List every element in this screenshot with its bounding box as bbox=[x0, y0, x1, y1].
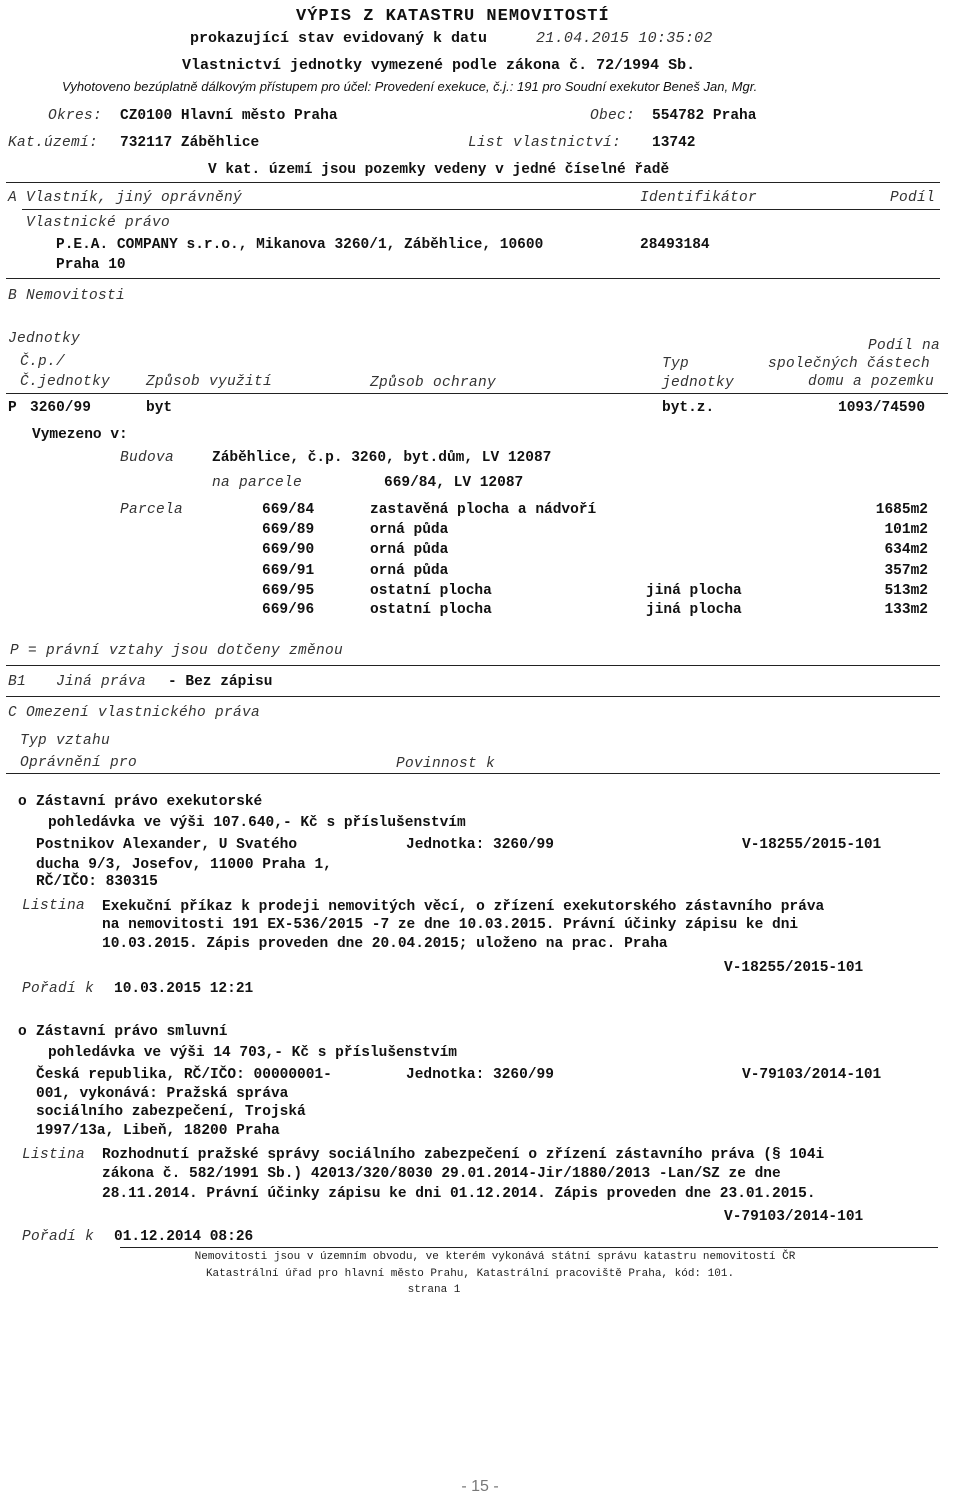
parcel-use: jiná plocha bbox=[646, 583, 742, 599]
parcel-number: 669/84 bbox=[262, 502, 315, 518]
bullet: o bbox=[18, 794, 27, 810]
parcel-area: 357m2 bbox=[884, 563, 928, 579]
parcel-kind: orná půda bbox=[370, 522, 449, 538]
document-title: VÝPIS Z KATASTRU NEMOVITOSTÍ bbox=[296, 7, 610, 26]
entry-duty: Jednotka: 3260/99 bbox=[406, 1067, 554, 1083]
parcel-area: 634m2 bbox=[884, 542, 928, 558]
divider bbox=[6, 773, 940, 774]
listina-label: Listina bbox=[22, 1147, 86, 1163]
entry-title: Zástavní právo smluvní bbox=[36, 1024, 228, 1040]
list-value: 13742 bbox=[652, 135, 696, 151]
entry-party: sociálního zabezpečení, Trojská bbox=[36, 1104, 306, 1120]
on-parcel-label: na parcele bbox=[212, 475, 303, 491]
bullet: o bbox=[18, 1024, 27, 1040]
col-duty: Povinnost k bbox=[396, 756, 496, 772]
col-share-3: domu a pozemku bbox=[808, 374, 935, 390]
section-b1-label: Jiná práva bbox=[56, 674, 147, 690]
parcel-kind: ostatní plocha bbox=[370, 602, 492, 618]
col-share-2: společných částech bbox=[768, 356, 931, 372]
parcel-number: 669/91 bbox=[262, 563, 315, 579]
entry-title: Zástavní právo exekutorské bbox=[36, 794, 263, 810]
owner-line-2: Praha 10 bbox=[56, 257, 126, 273]
entry-party: ducha 9/3, Josefov, 11000 Praha 1, bbox=[36, 857, 332, 873]
okres-label: Okres: bbox=[48, 108, 103, 124]
entry-party: 001, vykonává: Pražská správa bbox=[36, 1086, 289, 1102]
col-share-1: Podíl na bbox=[868, 338, 941, 354]
listina-ref: V-79103/2014-101 bbox=[724, 1209, 864, 1225]
parcel-area: 513m2 bbox=[884, 583, 928, 599]
entry-claim: pohledávka ve výši 107.640,- Kč s příslušenstvím bbox=[48, 815, 466, 831]
col-protection: Způsob ochrany bbox=[370, 375, 497, 391]
divider bbox=[6, 696, 940, 697]
entry-claim: pohledávka ve výši 14 703,- Kč s příslušenstvím bbox=[48, 1045, 457, 1061]
listina-text: na nemovitosti 191 EX-536/2015 -7 ze dne 10.03.2015. Právní účinky zápisu ke dni bbox=[102, 917, 799, 933]
cadastre-note: V kat. území jsou pozemky vedeny v jedné číselné řadě bbox=[208, 162, 670, 178]
units-label: Jednotky bbox=[8, 331, 81, 347]
parcel-number: 669/95 bbox=[262, 583, 315, 599]
listina-text: zákona č. 582/1991 Sb.) 42013/320/8030 29.01.2014-Jir/1880/2013 -Lan/SZ ze dne bbox=[102, 1166, 781, 1182]
right-type: Vlastnické právo bbox=[26, 215, 171, 231]
obec-label: Obec: bbox=[590, 108, 636, 124]
parcel-area: 133m2 bbox=[884, 602, 928, 618]
subtitle-prefix: prokazující stav evidovaný k datu bbox=[190, 30, 488, 47]
defined-label: Vymezeno v: bbox=[32, 427, 128, 443]
parcel-kind: zastavěná plocha a nádvoří bbox=[370, 502, 597, 518]
law-line: Vlastnictví jednotky vymezené podle zákona č. 72/1994 Sb. bbox=[182, 57, 696, 74]
parcel-number: 669/96 bbox=[262, 602, 315, 618]
page-number: - 15 - bbox=[461, 1478, 499, 1495]
parcel-kind: orná půda bbox=[370, 563, 449, 579]
divider bbox=[6, 278, 940, 279]
order-value: 01.12.2014 08:26 bbox=[114, 1229, 254, 1245]
divider bbox=[6, 182, 940, 183]
entry-party: RČ/IČO: 830315 bbox=[36, 874, 158, 890]
unit-number: 3260/99 bbox=[30, 400, 91, 416]
divider bbox=[6, 665, 940, 666]
entry-ref: V-18255/2015-101 bbox=[742, 837, 882, 853]
col-share: Podíl bbox=[890, 190, 936, 206]
order-label: Pořadí k bbox=[22, 1229, 95, 1245]
col-entitled-for: Oprávnění pro bbox=[20, 755, 138, 771]
list-label: List vlastnictví: bbox=[468, 135, 622, 151]
unit-type: byt.z. bbox=[662, 400, 715, 416]
col-relation-type: Typ vztahu bbox=[20, 733, 111, 749]
col-type-2: jednotky bbox=[662, 375, 735, 391]
col-identifier: Identifikátor bbox=[640, 190, 758, 206]
building-value: Záběhlice, č.p. 3260, byt.dům, LV 12087 bbox=[212, 450, 552, 466]
order-value: 10.03.2015 12:21 bbox=[114, 981, 254, 997]
col-unit: Č.jednotky bbox=[20, 374, 111, 390]
unit-flag: P bbox=[8, 400, 17, 416]
footer-line-3: strana 1 bbox=[407, 1284, 461, 1296]
parcel-kind: orná půda bbox=[370, 542, 449, 558]
col-type-1: Typ bbox=[662, 356, 690, 372]
produced-line: Vyhotoveno bezúplatně dálkovým přístupem pro účel: Provedení exekuce, č.j.: 191 pro Soudní exekutor Beneš Jan, Mgr. bbox=[62, 79, 758, 94]
entry-party: 1997/13a, Libeň, 18200 Praha bbox=[36, 1123, 280, 1139]
owner-id: 28493184 bbox=[640, 237, 710, 253]
subtitle-date: 21.04.2015 10:35:02 bbox=[536, 30, 713, 47]
listina-text: Exekuční příkaz k prodeji nemovitých věcí, o zřízení exekutorského zástavního práva bbox=[102, 899, 825, 915]
divider bbox=[6, 393, 948, 394]
kat-value: 732117 Záběhlice bbox=[120, 135, 260, 151]
parcel-label: Parcela bbox=[120, 502, 184, 518]
p-note: P = právní vztahy jsou dotčeny změnou bbox=[10, 643, 344, 659]
building-label: Budova bbox=[120, 450, 175, 466]
section-a-label: A Vlastník, jiný oprávněný bbox=[8, 190, 243, 206]
unit-share: 1093/74590 bbox=[838, 400, 926, 416]
section-b-label: B Nemovitosti bbox=[8, 288, 126, 304]
parcel-number: 669/90 bbox=[262, 542, 315, 558]
listina-ref: V-18255/2015-101 bbox=[724, 960, 864, 976]
listina-text: 10.03.2015. Zápis proveden dne 20.04.2015; uloženo na prac. Praha bbox=[102, 936, 668, 952]
entry-ref: V-79103/2014-101 bbox=[742, 1067, 882, 1083]
footer-line-2: Katastrální úřad pro hlavní město Prahu, Katastrální pracoviště Praha, kód: 101. bbox=[205, 1268, 735, 1280]
owner-line-1: P.E.A. COMPANY s.r.o., Mikanova 3260/1, Záběhlice, 10600 bbox=[56, 237, 544, 253]
kat-label: Kat.území: bbox=[8, 135, 99, 151]
section-b1-code: B1 bbox=[8, 674, 27, 690]
divider bbox=[22, 209, 940, 210]
okres-value: CZ0100 Hlavní město Praha bbox=[120, 108, 338, 124]
parcel-use: jiná plocha bbox=[646, 602, 742, 618]
col-use: Způsob využití bbox=[146, 374, 273, 390]
footer-line-1: Nemovitosti jsou v územním obvodu, ve kterém vykonává státní správu katastru nemovitostí ČR bbox=[194, 1251, 796, 1263]
obec-value: 554782 Praha bbox=[652, 108, 757, 124]
entry-party: Česká republika, RČ/IČO: 00000001- bbox=[36, 1067, 332, 1083]
col-cp: Č.p./ bbox=[20, 354, 66, 370]
entry-party: Postnikov Alexander, U Svatého bbox=[36, 837, 298, 853]
parcel-area: 1685m2 bbox=[875, 502, 928, 518]
on-parcel-value: 669/84, LV 12087 bbox=[384, 475, 524, 491]
unit-use: byt bbox=[146, 400, 173, 416]
parcel-kind: ostatní plocha bbox=[370, 583, 492, 599]
listina-text: Rozhodnutí pražské správy sociálního zabezpečení o zřízení zástavního práva (§ 104i bbox=[102, 1147, 825, 1163]
section-b1-value: - Bez zápisu bbox=[168, 674, 273, 690]
order-label: Pořadí k bbox=[22, 981, 95, 997]
parcel-number: 669/89 bbox=[262, 522, 315, 538]
listina-label: Listina bbox=[22, 898, 86, 914]
section-c-label: C Omezení vlastnického práva bbox=[8, 705, 261, 721]
parcel-area: 101m2 bbox=[884, 522, 928, 538]
listina-text: 28.11.2014. Právní účinky zápisu ke dni 01.12.2014. Zápis proveden dne 23.01.2015. bbox=[102, 1186, 816, 1202]
entry-duty: Jednotka: 3260/99 bbox=[406, 837, 554, 853]
